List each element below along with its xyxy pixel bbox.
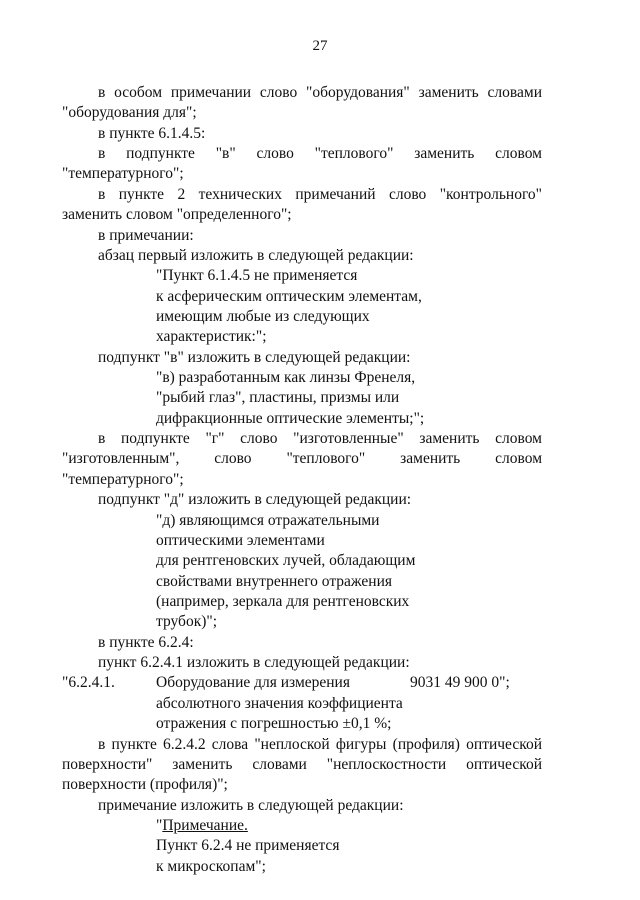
quoted-line: к микроскопам"; [156,858,266,875]
quoted-line: характеристик:"; [156,328,267,345]
text-line: в пункте 2 технических примечаний слово "контрольного" [98,186,542,203]
text-line: в пункте 6.2.4: [98,634,194,651]
text-line: заменить словом "определенного"; [62,206,292,223]
text-line: в подпункте "г" слово "изготовленные" заменить словом [98,430,542,447]
text-line: "температурного"; [62,165,184,182]
note-heading: Примечание. [162,817,248,834]
quoted-line: дифракционные оптические элементы;"; [156,410,425,427]
quoted-line: "Пункт 6.1.4.5 не применяется [156,267,358,284]
quoted-line: "рыбий глаз", пластины, призмы или [156,389,400,406]
quoted-line [156,816,248,836]
item-code: 9031 49 900 0"; [410,674,510,691]
text-line: примечание изложить в следующей редакции: [98,797,404,814]
open-quote: " [156,817,163,834]
text-line: "изготовленным", слово "теплового" заменить словом [62,450,542,467]
quoted-line: трубок)"; [156,613,218,630]
quoted-line: свойствами внутреннего отражения [156,573,393,590]
item-title: отражения с погрешностью ±0,1 %; [156,715,392,732]
item-title: Оборудование для измерения [156,674,350,691]
text-line: "оборудования для"; [62,104,197,121]
text-line: поверхности (профиля)"; [62,776,228,793]
text-line: "температурного"; [62,471,184,488]
quoted-line: "д) являющимся отражательными [156,512,380,529]
quoted-line: оптическими элементами [156,532,325,549]
quoted-line: Пункт 6.2.4 не применяется [156,837,340,854]
item-number: "6.2.4.1. [62,674,115,691]
quoted-line: (например, зеркала для рентгеновских [156,593,410,610]
text-line: в подпункте "в" слово "теплового" заменить словом [98,145,542,162]
text-line: подпункт "в" изложить в следующей редакции: [98,349,411,366]
text-line: в особом примечании слово "оборудования" заменить словами [98,84,542,101]
item-title: абсолютного значения коэффициента [156,695,403,712]
quoted-line: имеющим любые из следующих [156,308,370,325]
text-line: поверхности" заменить словами "неплоскостности оптической [62,756,542,773]
text-line: пункт 6.2.4.1 изложить в следующей редакции: [98,654,410,671]
text-line: подпункт "д" изложить в следующей редакции: [98,491,412,508]
text-line: абзац первый изложить в следующей редакции: [98,247,414,264]
quoted-line: "в) разработанным как линзы Френеля, [156,369,416,386]
page-number: 27 [312,38,328,54]
text-line: в пункте 6.1.4.5: [98,125,206,142]
quoted-line: к асферическим оптическим элементам, [156,288,422,305]
text-line: в примечании: [98,227,194,244]
text-line: в пункте 6.2.4.2 слова "неплоской фигуры (профиля) оптической [98,736,542,753]
quoted-line: для рентгеновских лучей, обладающим [156,552,416,569]
